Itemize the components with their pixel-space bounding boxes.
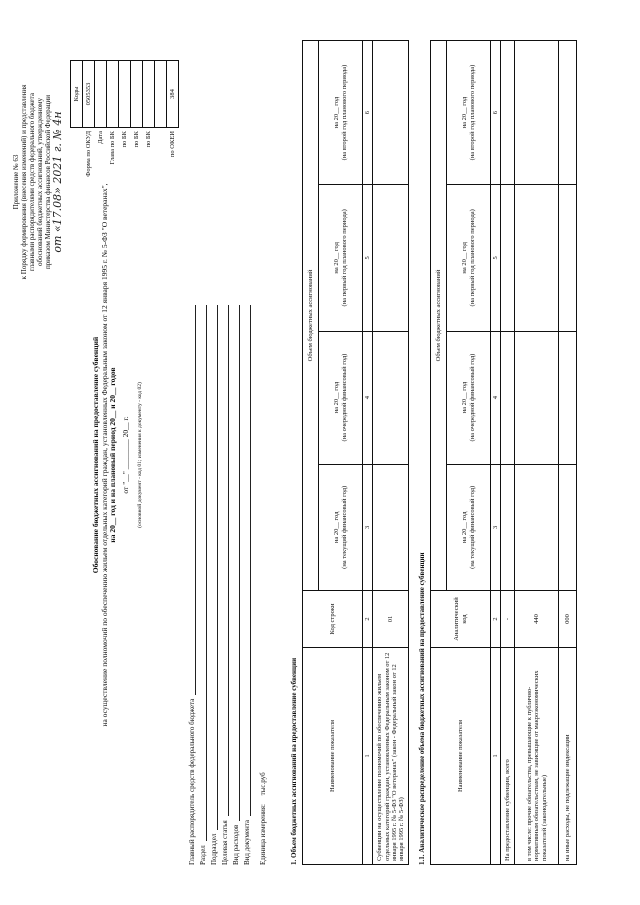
table-cell	[559, 185, 577, 331]
code-label: по БК	[144, 131, 152, 148]
field-line	[187, 305, 196, 695]
table-cell	[501, 464, 515, 590]
col-num: 3	[491, 464, 501, 590]
section11-table	[430, 40, 577, 865]
col-num: 5	[491, 185, 501, 331]
col-name-header: Наименование показателя	[431, 648, 491, 865]
code-value	[131, 61, 143, 128]
table-row-code: 440	[515, 591, 559, 648]
year-col: на 20__ год (на текущий финансовый год)	[319, 464, 363, 590]
appendix-line: Приложение № 63	[12, 154, 20, 210]
field-line	[220, 305, 229, 816]
title-line3: на 20__ год и на плановый период 20__ и 20__ годов	[108, 367, 118, 543]
unit-row	[259, 305, 267, 865]
table-cell	[373, 331, 409, 464]
table-cell	[515, 185, 559, 331]
field-label: Подраздел	[209, 833, 218, 865]
field-label: Главный распорядитель средств федерального бюджета	[187, 698, 196, 865]
field-label: Вид документа	[242, 819, 251, 865]
code-label: по БК	[120, 131, 128, 148]
year-col: на 20__ год (на очередной финансовый год)	[447, 331, 491, 464]
title-line2: на осуществление полномочий по обеспечению жильем отдельных категорий граждан, установленных Федеральным законом от 12 января 1995 г. № 5-ФЗ "О ветеранах",	[99, 183, 109, 727]
table-cell	[559, 331, 577, 464]
appendix-line: обоснований бюджетных ассигнований, утвержденному	[36, 98, 45, 266]
unit-label: Единица измерения:	[259, 804, 267, 865]
unit-value: тыс.руб	[259, 772, 267, 796]
table-cell	[559, 41, 577, 185]
table-cell	[501, 331, 515, 464]
doc-type-note: (основной документ - код 01; изменения к документу - код 02)	[136, 382, 143, 528]
field-line	[198, 305, 207, 841]
appendix-line: к Порядку формирования (внесения изменений) и представления	[20, 84, 29, 280]
table-row-label: На предоставление субвенции, всего	[501, 648, 515, 865]
code-label: Форма по ОКУД	[84, 131, 92, 177]
table-cell	[501, 185, 515, 331]
table-row-label: в том числе: прочие обязательства, превышающие к публично-нормативным обязательствам, не зависящие от макроэкономических показателей (законодательные)	[515, 648, 559, 865]
table-cell	[515, 464, 559, 590]
table-cell	[515, 331, 559, 464]
table-cell	[373, 464, 409, 590]
codes-block	[70, 60, 179, 260]
code-value	[155, 61, 167, 128]
code-label: Дата	[96, 131, 104, 144]
header-fields	[185, 305, 267, 865]
code-label	[155, 128, 167, 180]
field-line	[242, 305, 251, 816]
year-col: на 20__ год (на первый год планового периода)	[319, 185, 363, 331]
year-col: на 20__ год (на очередной финансовый год)	[319, 331, 363, 464]
col-num: 2	[491, 591, 501, 648]
table-cell	[373, 41, 409, 185]
code-value: 0505353	[83, 61, 95, 128]
table-cell	[373, 185, 409, 331]
code-value	[107, 61, 119, 128]
code-value	[143, 61, 155, 128]
code-label: Глава по БК	[108, 131, 116, 165]
year-col: на 20__ год (на текущий финансовый год)	[447, 464, 491, 590]
year-col: на 20__ год (на второй год планового периода)	[319, 41, 363, 185]
appendix-block	[12, 62, 65, 302]
table-row-label: Субвенции на осуществление полномочий по обеспечению жильем отдельных категорий граждан, установленных Федеральным законом от 12 января 1995 г. № 5-ФЗ "О ветеранах" (закон - Федеральный закон от 12 января 1995 г. № 5-ФЗ)	[373, 648, 409, 865]
col-name-header: Наименование показателя	[303, 648, 363, 865]
section1-title: 1. Объем бюджетных ассигнований на предоставление субвенции	[290, 657, 298, 865]
field-label: Раздел	[198, 845, 207, 865]
title-main: Обоснование бюджетных ассигнований на предоставление субвенций	[91, 336, 100, 574]
table-row-label: на иные расходы, не подлежащие индексации	[559, 648, 577, 865]
table-cell	[515, 41, 559, 185]
col-num: 1	[363, 648, 373, 865]
col-num: 5	[363, 185, 373, 331]
table-row-code: 000	[559, 591, 577, 648]
handwritten-date: от «17.08» 2021 г. № 4н	[51, 111, 65, 253]
field-label: Вид расходов	[231, 824, 240, 865]
col-num: 3	[363, 464, 373, 590]
year-col: на 20__ год (на первый год планового периода)	[447, 185, 491, 331]
field-line	[231, 305, 240, 821]
col-num: 6	[363, 41, 373, 185]
code-value: 384	[167, 61, 179, 128]
col-group-header: Объем бюджетных ассигнований	[431, 41, 447, 591]
appendix-line: главными распорядителями средств федерального бюджета	[28, 93, 37, 271]
col-num: 2	[363, 591, 373, 648]
title-date: от "__" ________ 20__ г.	[120, 416, 130, 494]
section11-title: 1.1. Аналитическое распределение объема бюджетных ассигнований на предоставление субвенции	[418, 552, 426, 865]
year-col: на 20__ год (на второй год планового периода)	[447, 41, 491, 185]
code-label: по БК	[132, 131, 140, 148]
table-row-code: 01	[373, 591, 409, 648]
col-num: 6	[491, 41, 501, 185]
code-label: по ОКЕИ	[168, 131, 176, 158]
col-group-header: Объем бюджетных ассигнований	[303, 41, 319, 591]
appendix-line: приказом Министерства финансов Российской Федерации	[44, 95, 53, 269]
col-num: 1	[491, 648, 501, 865]
col-num: 4	[491, 331, 501, 464]
table-cell	[501, 41, 515, 185]
code-value	[119, 61, 131, 128]
code-value	[95, 61, 107, 128]
table-cell	[559, 464, 577, 590]
table-row-code: -	[501, 591, 515, 648]
col-code-header: Код строки	[303, 591, 363, 648]
col-code-header: Аналитический код	[431, 591, 491, 648]
field-label: Целевая статья	[220, 820, 229, 865]
codes-header: Коды	[71, 61, 83, 128]
col-num: 4	[363, 331, 373, 464]
field-line	[209, 305, 218, 830]
section1-table	[302, 40, 409, 865]
